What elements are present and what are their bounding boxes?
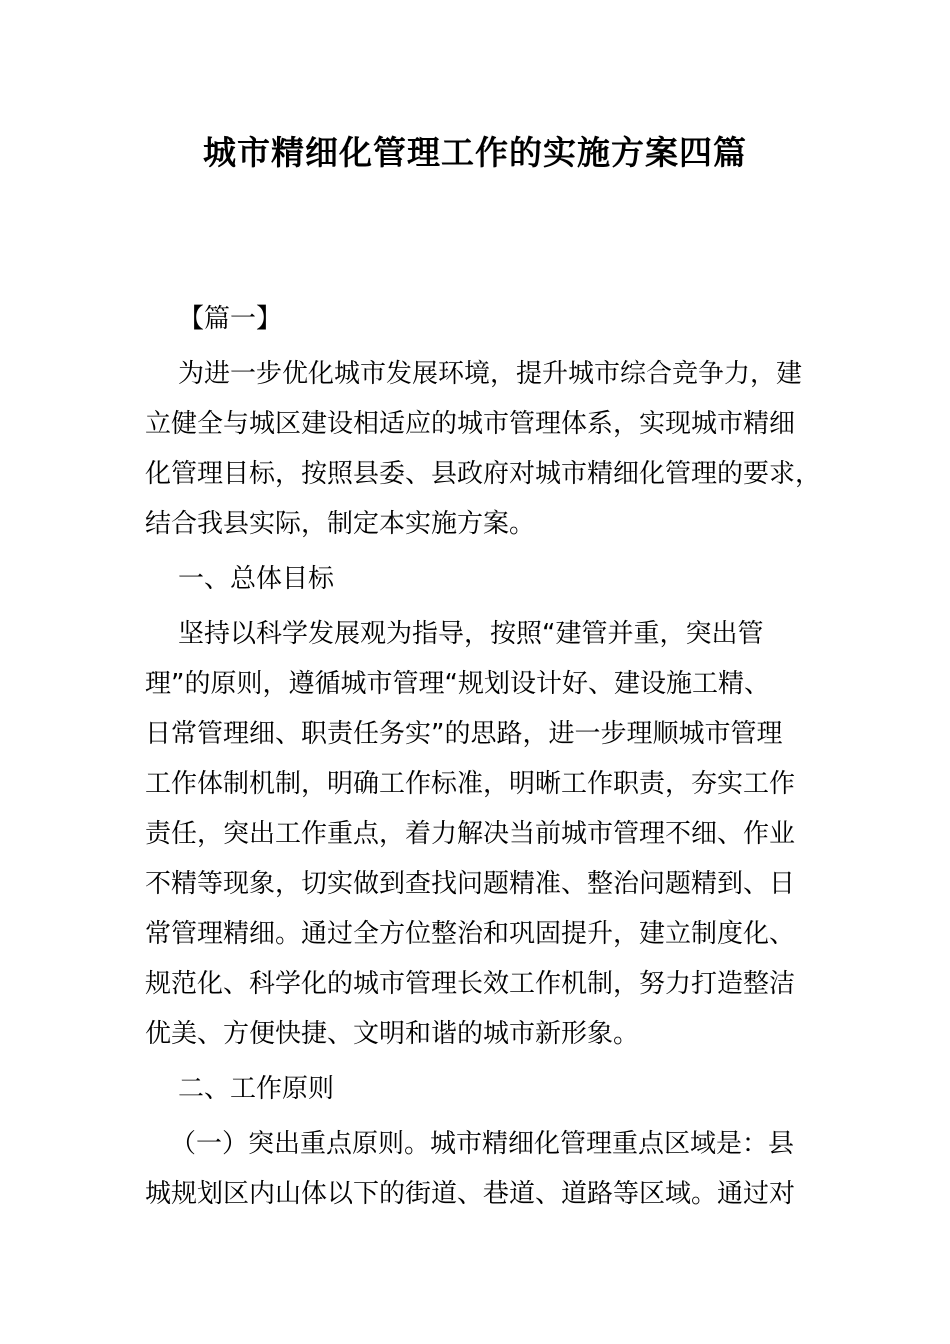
section-heading: 一、总体目标 [178, 564, 335, 594]
paragraph-line: 规范化、科学化的城市管理长效工作机制，努力打造整洁 [145, 969, 796, 999]
section-heading: 【篇一】 [178, 304, 283, 334]
paragraph-line: （一）突出重点原则。城市精细化管理重点区域是：县 [170, 1129, 795, 1159]
paragraph-line: 工作体制机制，明确工作标准，明晰工作职责，夯实工作 [145, 769, 796, 799]
paragraph-line: 优美、方便快捷、文明和谐的城市新形象。 [145, 1019, 640, 1049]
paragraph-line: 常管理精细。通过全方位整治和巩固提升，建立制度化、 [145, 919, 796, 949]
paragraph-line: 坚持以科学发展观为指导，按照“建管并重，突出管 [178, 619, 764, 649]
paragraph-line: 不精等现象，切实做到查找问题精准、整治问题精到、日 [145, 869, 796, 899]
paragraph-line: 理”的原则，遵循城市管理“规划设计好、建设施工精、 [145, 669, 770, 699]
paragraph-line: 日常管理细、职责任务实”的思路，进一步理顺城市管理 [145, 719, 783, 749]
paragraph-line: 为进一步优化城市发展环境，提升城市综合竞争力，建 [178, 359, 803, 389]
document-title: 城市精细化管理工作的实施方案四篇 [203, 133, 747, 172]
paragraph-line: 化管理目标，按照县委、县政府对城市精细化管理的要求， [145, 459, 822, 489]
paragraph-line: 城规划区内山体以下的街道、巷道、道路等区域。通过对 [145, 1179, 796, 1209]
paragraph-line: 责任，突出工作重点，着力解决当前城市管理不细、作业 [145, 819, 796, 849]
paragraph-line: 结合我县实际，制定本实施方案。 [145, 509, 536, 539]
paragraph-line: 立健全与城区建设相适应的城市管理体系，实现城市精细 [145, 409, 796, 439]
section-heading: 二、工作原则 [178, 1074, 335, 1104]
